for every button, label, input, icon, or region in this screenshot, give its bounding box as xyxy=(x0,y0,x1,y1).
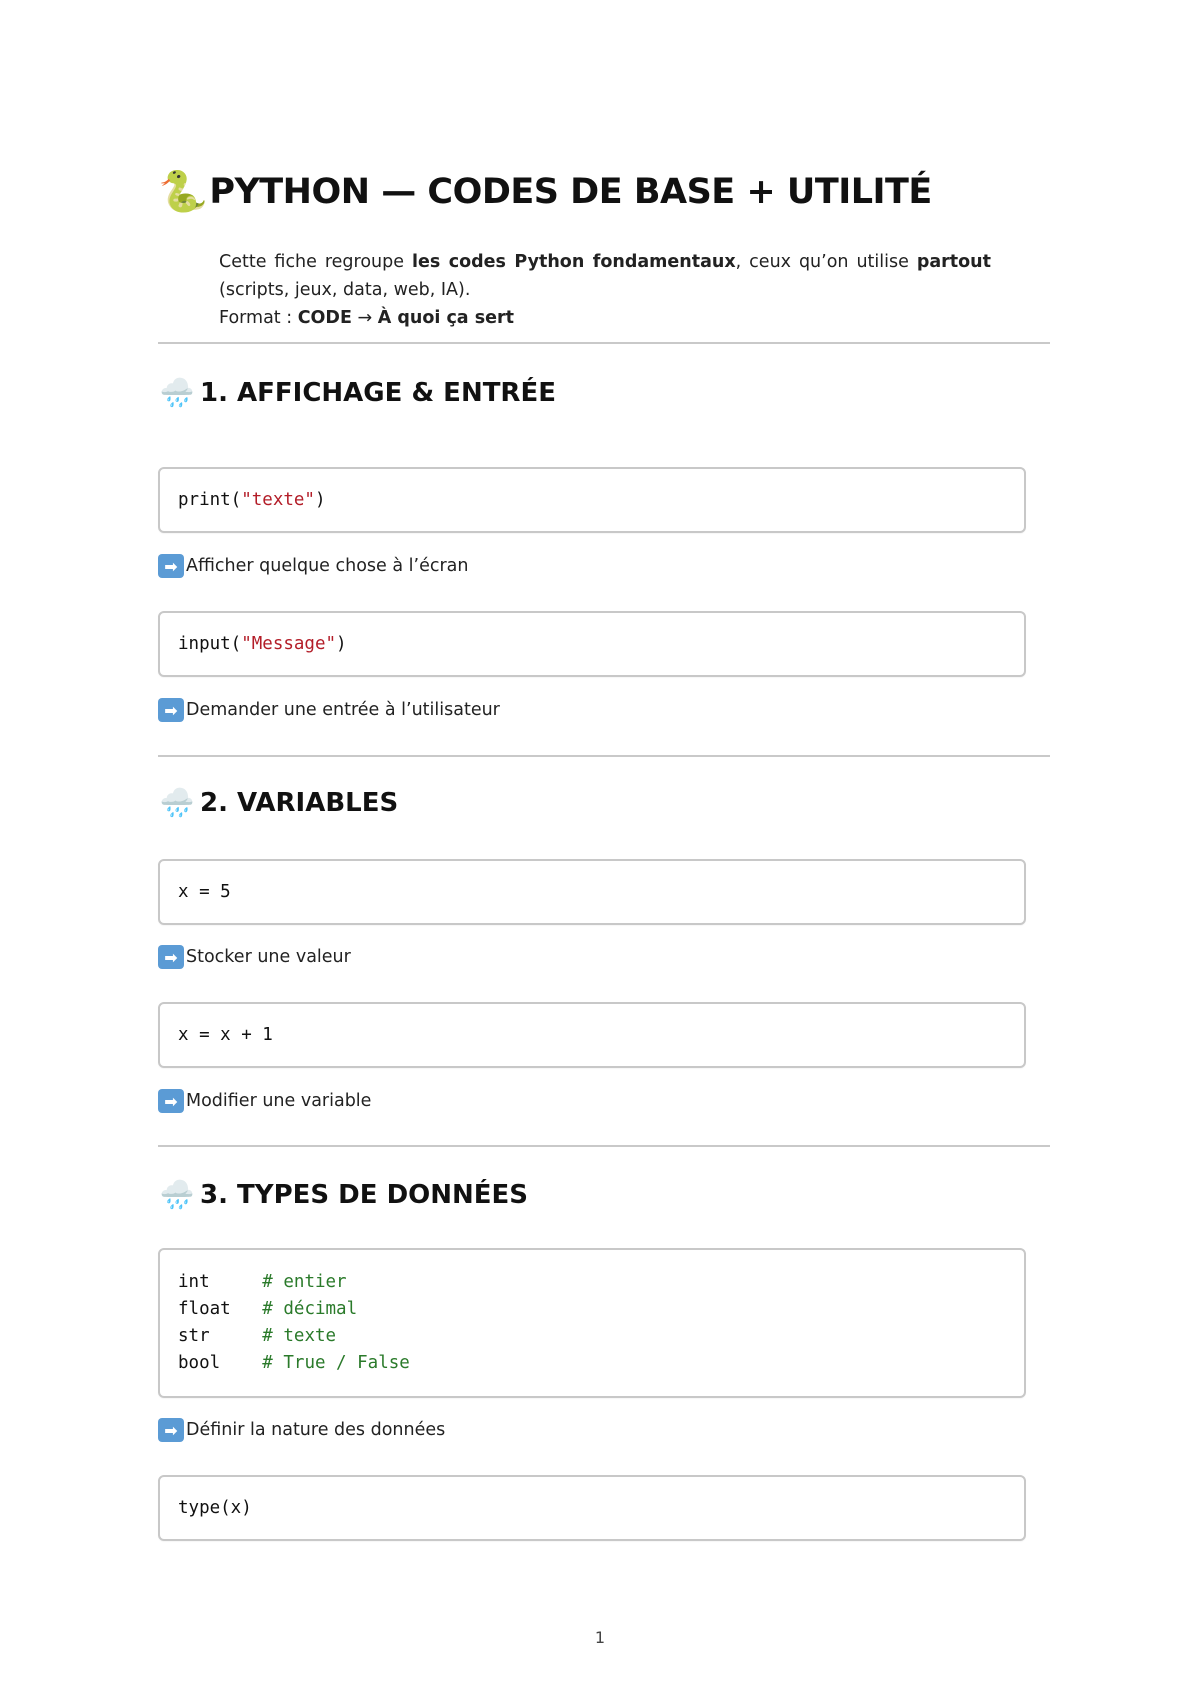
code-token: str xyxy=(178,1326,263,1346)
code-token: ) xyxy=(336,633,347,654)
description-text: Définir la nature des données xyxy=(186,1420,446,1440)
code-description xyxy=(158,697,500,723)
code-description xyxy=(158,553,468,579)
right-arrow-icon: ➡ xyxy=(158,554,184,578)
code-token: x = 5 xyxy=(178,881,231,902)
code-block xyxy=(158,467,1026,533)
section-divider xyxy=(158,342,1050,344)
intro-text-part: , ceux qu’on utilise xyxy=(735,252,917,272)
description-text: Modifier une variable xyxy=(186,1091,372,1111)
code-line xyxy=(178,1323,1006,1350)
page-title-text: PYTHON — CODES DE BASE + UTILITÉ xyxy=(209,171,932,212)
intro-text-part: (scripts, jeux, data, web, IA). xyxy=(219,280,471,300)
right-arrow-icon: ➡ xyxy=(158,945,184,969)
intro-bold-text: partout xyxy=(916,252,992,272)
code-block xyxy=(158,859,1026,925)
code-token: int xyxy=(178,1272,263,1292)
description-text: Stocker une valeur xyxy=(186,947,351,967)
section-title: 2. VARIABLES xyxy=(200,787,399,818)
code-line xyxy=(178,1269,1006,1296)
format-arrow: → xyxy=(351,308,378,328)
code-comment: # texte xyxy=(262,1326,337,1346)
cloud-rain-icon: 🌧️ xyxy=(159,376,195,409)
right-arrow-icon: ➡ xyxy=(158,1089,184,1113)
code-token: x = x + 1 xyxy=(178,1024,273,1045)
code-token: print( xyxy=(178,489,242,510)
section-title: 3. TYPES DE DONNÉES xyxy=(200,1179,529,1210)
section-heading-3 xyxy=(158,1178,528,1211)
code-token: bool xyxy=(178,1353,263,1373)
code-description xyxy=(158,944,351,970)
section-divider xyxy=(158,755,1050,757)
code-line xyxy=(178,1495,1006,1522)
description-text: Demander une entrée à l’utilisateur xyxy=(186,700,500,720)
code-string: "texte" xyxy=(241,489,315,510)
code-token: ) xyxy=(314,489,326,510)
intro-text-part: Cette fiche regroupe xyxy=(219,252,412,272)
code-block xyxy=(158,1248,1026,1398)
code-string: "Message" xyxy=(241,633,337,654)
right-arrow-icon: ➡ xyxy=(158,1418,184,1442)
cloud-rain-icon: 🌧️ xyxy=(159,1178,195,1211)
code-description xyxy=(158,1088,371,1114)
section-divider xyxy=(158,1145,1050,1147)
section-heading-2 xyxy=(158,786,398,819)
section-heading-1 xyxy=(158,376,556,409)
page-title xyxy=(158,168,932,215)
format-line xyxy=(219,304,991,332)
code-block xyxy=(158,1475,1026,1541)
snake-icon: 🐍 xyxy=(158,169,208,215)
code-description xyxy=(158,1417,445,1443)
code-line xyxy=(178,1350,1006,1377)
intro-paragraph xyxy=(219,248,991,332)
code-line xyxy=(178,1022,1006,1049)
format-use: À quoi ça sert xyxy=(377,308,514,328)
code-comment: # True / False xyxy=(262,1353,410,1373)
code-line xyxy=(178,1296,1006,1323)
format-code: CODE xyxy=(297,308,352,328)
intro-text xyxy=(219,248,991,304)
code-line xyxy=(178,631,1006,658)
description-text: Afficher quelque chose à l’écran xyxy=(186,556,469,576)
code-token: float xyxy=(178,1299,263,1319)
code-token: type(x) xyxy=(178,1497,252,1518)
code-line xyxy=(178,487,1006,514)
code-block xyxy=(158,611,1026,677)
format-label: Format : xyxy=(219,308,298,328)
code-comment: # décimal xyxy=(262,1299,358,1319)
code-token: input( xyxy=(178,633,242,654)
intro-bold-text: les codes Python fondamentaux xyxy=(411,252,736,272)
page-number: 1 xyxy=(594,1628,606,1647)
right-arrow-icon: ➡ xyxy=(158,698,184,722)
code-block xyxy=(158,1002,1026,1068)
section-title: 1. AFFICHAGE & ENTRÉE xyxy=(200,377,556,408)
cloud-rain-icon: 🌧️ xyxy=(159,786,195,819)
code-comment: # entier xyxy=(262,1272,347,1292)
code-line xyxy=(178,879,1006,906)
